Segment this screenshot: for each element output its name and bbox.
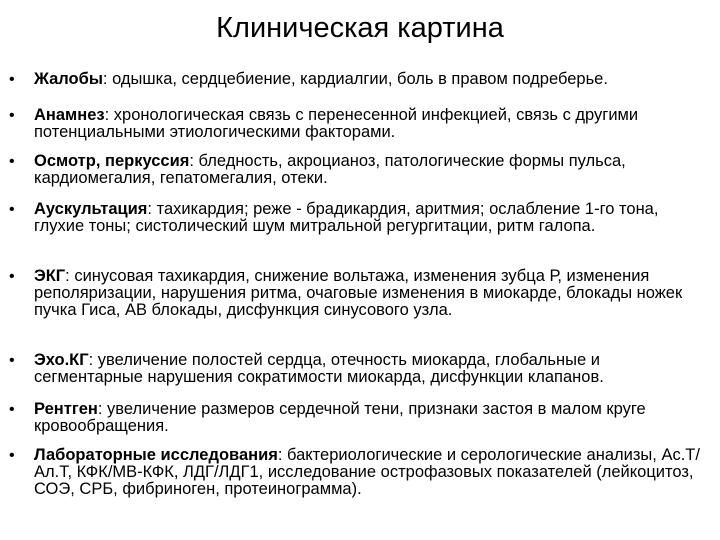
item-description: : увеличение размеров сердечной тени, признаки застоя в малом круге кровообращения. [34,400,646,436]
bullet-icon: • [9,352,15,369]
bullet-icon: • [9,268,15,285]
item-description: : одышка, сердцебиение, кардиалгии, боль в правом подреберье. [102,70,608,88]
item-term: Осмотр, перкуссия [34,152,190,170]
item-text [34,268,704,320]
item-term: Рентген [34,400,98,418]
bullet-icon: • [9,107,15,124]
item-term: Анамнез [34,106,105,124]
item-description: : синусовая тахикардия, снижение вольтажа, изменения зубца Р, изменения реполяризации, нарушения ритма, очаговые изменения в миокарде, блокады ножек пучка Гиса, АВ блокады, дисфункция синусового узла. [34,267,683,320]
item-text [34,352,704,386]
bullet-icon: • [9,153,15,170]
bullet-icon: • [9,201,15,218]
item-term: Жалобы [34,70,103,88]
item-description: : увеличение полостей сердца, отечность миокарда, глобальные и сегментарные нарушения сократимости миокарда, дисфункции клапанов. [34,351,604,387]
item-term: Аускультация [34,200,148,218]
item-text [34,447,704,499]
item-text [34,401,704,435]
item-text [34,71,704,88]
item-description: : бледность, акроцианоз, патологические формы пульса, кардиомегалия, гепатомегалия, отеки. [34,152,626,188]
item-term: Эхо.КГ [34,351,89,369]
item-description: : бактериологические и серологические анализы, Ас.Т/Ал.Т, КФК/МВ-КФК, ЛДГ/ЛДГ1, исследование острофазовых показателей (лейкоцитоз, СОЭ, СРБ, фибриноген, протеинограмма). [34,446,700,499]
item-text [34,201,704,235]
bullet-icon: • [9,71,15,88]
item-term: Лабораторные исследования [34,446,278,464]
item-description: : хронологическая связь с перенесенной инфекцией, связь с другими потенциальными этиологическими факторами. [34,106,639,142]
slide-title: Клиническая картина [216,12,504,44]
item-term: ЭКГ [34,267,66,285]
item-text [34,153,704,187]
bullet-icon: • [9,447,15,464]
item-description: : тахикардия; реже - брадикардия, аритмия; ослабление 1-го тона, глухие тоны; систолический шум митральной регургитации, ритм галопа. [34,200,659,236]
item-text [34,107,704,141]
bullet-icon: • [9,401,15,418]
